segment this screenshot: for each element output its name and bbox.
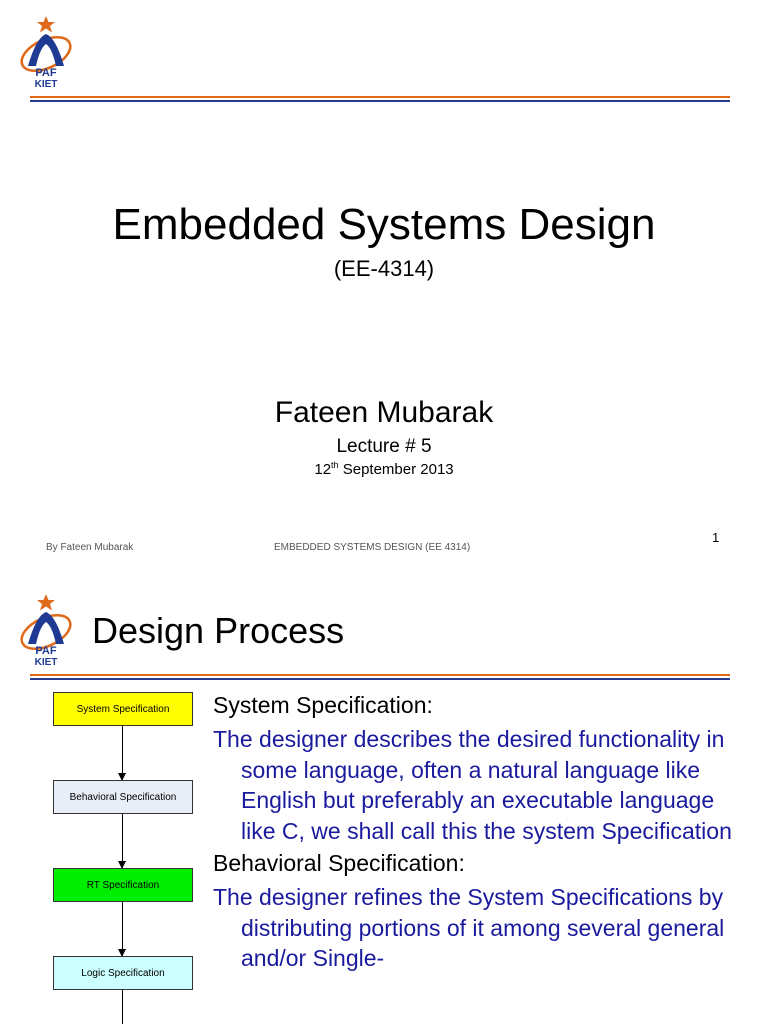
flow-box-logic-spec: Logic Specification <box>53 956 193 990</box>
lecture-date <box>0 460 768 478</box>
flow-box-behavioral-spec: Behavioral Specification <box>53 780 193 814</box>
flow-arrow <box>122 902 123 956</box>
flow-arrow <box>122 726 123 780</box>
content-slide <box>0 580 768 1024</box>
slide-title: Embedded Systems Design <box>112 200 656 249</box>
lecture-number: Lecture # 5 <box>336 436 432 457</box>
section-body-behavioral: The designer refines the System Specifications by distributing portions of it among several general and/or Single- <box>213 884 725 971</box>
header-rule <box>30 674 730 680</box>
flow-box-rt-spec: RT Specification <box>53 868 193 902</box>
flow-box-system-spec: System Specification <box>53 692 193 726</box>
logo-text-kiet: KIET <box>34 79 58 90</box>
logo-text-kiet: KIET <box>34 657 58 668</box>
section-heading-system: System Specification: <box>213 692 433 718</box>
date-day: 12 <box>314 461 332 478</box>
page-number: 1 <box>712 530 720 545</box>
date-suffix: th <box>331 460 339 470</box>
slide-title: Design Process <box>92 610 345 651</box>
date-rest: September 2013 <box>338 461 454 478</box>
paf-kiet-logo <box>14 592 78 668</box>
section-heading-behavioral: Behavioral Specification: <box>213 850 465 876</box>
footer-author: By Fateen Mubarak <box>46 542 134 553</box>
logo-text-paf: PAF <box>35 67 57 79</box>
description-column <box>213 690 753 976</box>
author-name: Fateen Mubarak <box>274 396 494 429</box>
slide-divider <box>0 572 768 580</box>
header-rule <box>30 96 730 102</box>
footer-course: EMBEDDED SYSTEMS DESIGN (EE 4314) <box>274 542 471 553</box>
course-code: (EE-4314) <box>333 256 435 281</box>
section-body-system: The designer describes the desired functionality in some language, often a natural language like English but preferably an executable language like C, we shall call this the system Specification <box>213 726 732 844</box>
flow-arrow <box>122 990 123 1024</box>
flow-arrow <box>122 814 123 868</box>
logo-text-paf: PAF <box>35 645 57 657</box>
paf-kiet-logo <box>14 14 78 90</box>
